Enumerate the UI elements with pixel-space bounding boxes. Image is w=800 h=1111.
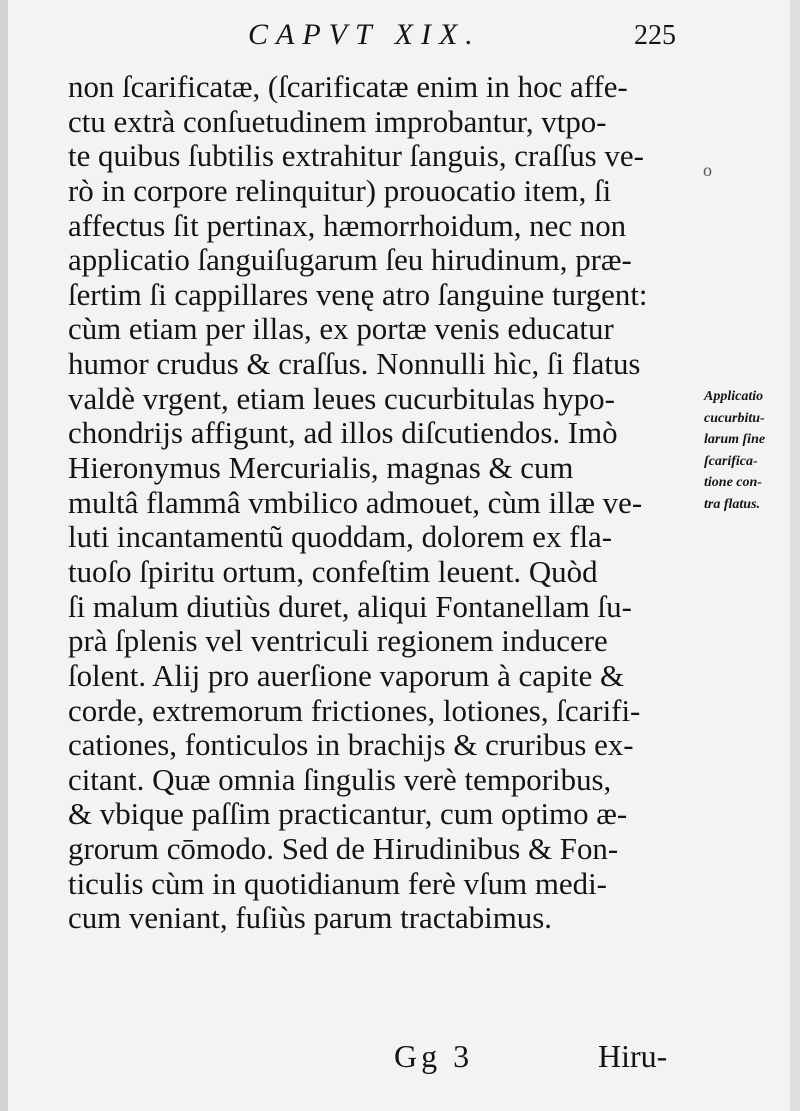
text-line: te quibus ſubtilis extrahitur ſanguis, craſſus ve- [68,138,644,174]
text-line: humor crudus & craſſus. Nonnulli hìc, ſi flatus [68,346,641,382]
text-line: corde, extremorum frictiones, lotiones, ſcarifi- [68,692,641,728]
text-line: applicatio ſanguiſugarum ſeu hirudinum, præ- [68,242,632,278]
text-line: ſolent. Alij pro auerſione vaporum à capite & [68,657,625,693]
text-line: rò in corpore relinquitur) prouocatio item, ſi [68,172,612,208]
page-edge [790,0,800,1111]
text-line: ſertim ſi cappillares venę atro ſanguine turgent: [68,276,648,312]
text-line: cùm etiam per illas, ex portæ venis educatur [68,311,614,347]
page-gutter-shadow [0,0,8,1111]
text-line: ctu extrà conſuetudinem improbantur, vtpo- [68,103,607,139]
margin-note-line: larum ſine [704,432,766,447]
margin-note-line: tra flatus. [704,496,761,512]
margin-note-line: Applicatio [704,389,764,404]
margin-note-line: tione con- [704,475,762,490]
text-line: ticulis cùm in quotidianum ferè vſum medi- [68,865,607,901]
text-line: cum veniant, fuſiùs parum tractabimus. [68,900,553,936]
text-line: non ſcarificatæ, (ſcarificatæ enim in hoc affe- [68,69,628,104]
text-line: ſi malum diutiùs duret, aliqui Fontanellam ſu- [68,588,632,624]
text-line: tuoſo ſpiritu ortum, confeſtim leuent. Quòd [68,553,598,589]
text-line: affectus ſit pertinax, hæmorrhoidum, nec non [68,207,627,243]
text-line: grorum cōmodo. Sed de Hirudinibus & Fon- [68,831,619,867]
text-line: chondrijs affigunt, ad illos diſcutiendos. Imò [68,415,618,451]
text-line: citant. Quæ omnia ſingulis verè temporibus, [68,761,612,797]
margin-note [704,386,796,515]
text-line: multâ flammâ vmbilico admouet, cùm illæ ve- [68,484,643,520]
text-line: cationes, fonticulos in brachijs & cruribus ex- [68,727,634,763]
text-line: prà ſplenis vel ventriculi regionem inducere [68,623,608,659]
catchword: Hiru- [598,1038,668,1074]
margin-note-line: ſcarifica- [704,453,758,469]
body-text [68,70,698,936]
text-line: valdè vrgent, etiam leues cucurbitulas hypo- [68,380,615,416]
signature-mark: Gg 3 [394,1038,474,1074]
page-number: 225 [634,20,676,51]
margin-note-line: cucurbitu- [704,410,765,426]
text-line: Hieronymus Mercurialis, magnas & cum [68,450,574,486]
page-header [0,18,800,58]
page-footer [0,1038,800,1078]
text-line: luti incantamentũ quoddam, dolorem ex fla- [68,519,613,555]
text-line: & vbique paſſim practicantur, cum optimo æ- [68,796,628,832]
running-head: CAPVT XIX. [248,18,481,51]
bleed-through-mark: o [703,160,712,180]
